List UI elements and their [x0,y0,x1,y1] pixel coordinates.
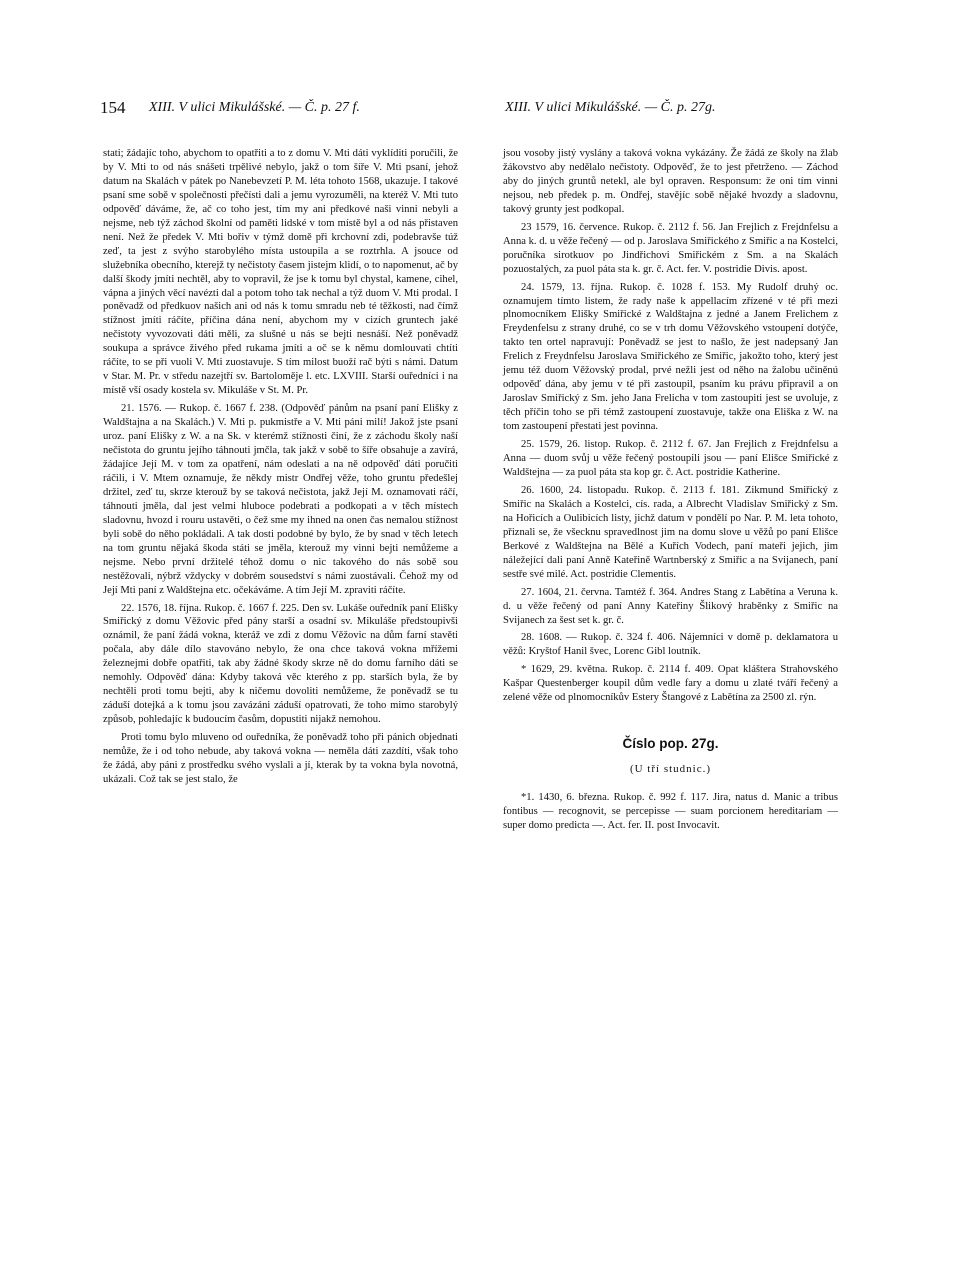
entry-24: 24. 1579, 13. října. Rukop. č. 1028 f. 153. My Rudolf druhý oc. oznamujem tímto listem, že rady naše k appellacím zřízené v té při mezi plnomocníkem Elišky Smiřické z Waldštajna z jedné a Janem Frelichem z Freydenfelsu z strany druhé, co se v trh domu Věžovského vstoupení dotýče, takto ten ortel napravují: Poněvadž se jest to našlo, že jest nadepsaný Jan Frelich z Freydnfelsu Jaroslava Smiřického ze Smiřic, jakožto toho, který jest jemu též duom Věžovský prodal, prvé nežli jest od něho na žalobu učiněnú odpověď dána, aby jemu v té při zastoupil, psaním ku právu připravil a on Jaroslav Smiřický z Sm. jeho Jana Frelicha v tom zastoupiti jest se uvoluje, z těch příčin toho se při témž zastoupení zuostavuje, takže ona Eliška z W. na tom zastoupení přestati jest povinna. [503,281,838,433]
entry-21: 21. 1576. — Rukop. č. 1667 f. 238. (Odpověď pánům na psaní paní Elišky z Waldštajna a na Skalách.) V. Mti p. pukmistře a V. Mti páni milí! Jakož jste psaní uroz. paní Elišky z W. a na Sk. v kterémž stížnosti činí, že z záchodu školy naší nečistota do gruntu jejího táhnouti jmčla, tak jakž v sobě to šíře obsahuje a zavírá, žádajíce Její M. v tom za opatření, nám odeslati a na ně odpověď dáti poručiti ráčili, i V. Mtem oznamuje, že někdy mistr Ondřej věže, toho gruntu předešlej držitel, zeď tu, skrze kterouž by se taková nečistota, jakž Její M. oznamovati ráčí, táhnouti jměla, dal jest velmi hluboce podebrati a podkopati a v těch místech sladovnu, hvozd i rouru ustavěti, o čež sme my ihned na onen čas nemalou stížnost byli sobě do něho pokládali. A tak dosti podobné by bylo, že by snad v těch letech na tom gruntu nějaká škoda státi se jměla, kterouž my vinni bejti nemůžeme a nejsme. Nebo první držitelé téhož domu o nic takového do nás sobě sou nestěžovali, nýbrž vždycky v dobrém sousedství s námi zuostávali. Čehož my od Její Mti paní z Waldštejna etc. očekáváme. A tím Její M. zpraviti ráčíte. [103,403,458,596]
left-column [103,147,458,787]
entry-1: *1. 1430, 6. března. Rukop. č. 992 f. 117. Jira, natus d. Manic a tribus fontibus — recognovit, se percepisse — suam porcionem hereditariam — super domo predicta —. Act. fer. II. post Invocavit. [503,792,838,832]
entry-27: 27. 1604, 21. června. Tamtéž f. 364. Andres Stang z Labětína a Veruna k. d. u věže řečený od paní Anny Kateřiny Šlikový hraběnky z Smiřic na Svijanech za šest set k. gr. č. [503,586,838,626]
entry-25: 25. 1579, 26. listop. Rukop. č. 2112 f. 67. Jan Frejlich z Frejdnfelsu a Anna — duom svůj u věže řečený postoupili jsou — paní Elišce Smiřické z Waldštejna — za puol páta sta kop gr. č. Act. postridie Katherine. [503,439,838,478]
entry-1629: * 1629, 29. května. Rukop. č. 2114 f. 409. Opat kláštera Strahovského Kašpar Questenberger koupil dům vedle fary a domu u zlaté tváří řečený a zelené věže od plnomocníkův Estery Štangové z Labětína za 2500 zl. rýn. [503,664,838,704]
paragraph: Proti tomu bylo mluveno od ouředníka, že poněvadž toho při pánich objednati nemůže, že i od toho nebude, aby taková vokna — neměla dáti zazdíti, však toho že žádá, aby páni z prostředku svého vyslali a jí, kterak by ta vokna byla novotná, ukázali. Což tak se jest stalo, že [103,732,458,785]
running-title-left: XIII. V ulici Mikulášské. — Č. p. 27 f. [149,100,360,115]
entry-23: 23 1579, 16. července. Rukop. č. 2112 f. 56. Jan Frejlich z Frejdnfelsu a Anna k. d. u věže řečený — od p. Jaroslava Smiřického z Smiřic a na Kostelci, poručníka sirotkuov po Jindřichovi Smiřickém z Sm. a na Skalách pozuostalých, za puol páta sta k. gr. č. Act. fer. V. postridie Divis. apost. [503,221,838,275]
running-title-right: XIII. V ulici Mikulášské. — Č. p. 27g. [505,100,716,115]
paragraph: stati; žádajíc toho, abychom to opatřiti a to z domu V. Mti dáti vyklíditi poručili, že by V. Mti to od nás snášeti trpělivé nebylo, jakž o tom šíře V. Mti psaní, jehož datum na Skalách v pátek po Nanebevzetí P. M. léta tohoto 1568, ukazuje. I takové psaní sme sobě v společnosti přečísti dali a jemu vyrozuměli, na kteréž V. Mti tuto odpověď dáváme, že, ač co toho jest, tím my ani předkové naši vinni nebyli a nejsme, neb týž záchod školní od paměti lidské v tom místě byl a od nás přistaven není. Než že předek V. Mti bořiv v týmž domě při krchovní zdi, podebravše túž zeď, ta jest z svýho starobylého místa ustoupila a se roztrhla. A jsouce od služebníka obecního, kterejž ty nečistoty časem jistejm klidí, o to napomenut, ač by další škody jmíti nechtěl, aby to vopravil, že jse k tomu byl chystal, kamene, cihel, vápna a jiných věcí navézti dal a potom toho tak nechal a týž duom V. Mti prodal. I poněvadž od předkuov našich ani od nás k tomu smradu neb té těžkosti, nad čímž stížnost jmíti ráčíte, příčina dána není, abychom my v cizích gruntech jaké nečistoty vyvozovati dáti měli, za slušné u nás se bejti nesnáší. Než poněvadž soukupa a správce živého před rukama jmíti a oč se k němu domlouvati chtíti ráčíte, to se při vuoli V. Mti zuostavuje. S tím milost buoží rač býti s námi. Datum v Star. M. Pr. v středu nazejtří sv. Bartoloměje l. etc. LXVIII. Starší ouředníci i na místě vší osady kostela sv. Mikuláše v St. M. Pr. [103,148,458,397]
entry-22: 22. 1576, 18. října. Rukop. č. 1667 f. 225. Den sv. Lukáše ouředník paní Elišky Smiřický z domu Věžovic před pány starší a osadní sv. Mikuláše předstoupivši oznámil, že paní žádá vokna, kteráž ve zdi z domu Věžovic na dům farní stavěti počala, aby dále dílo stavováno nebylo, že ona chce taková vokna mřížemi železnejmi dobře opatřiti, tak aby žádné škody skrze ně do domu farního dáti se nemohly. Odpověď dána: Kdyby taková věc kterého z pp. starších byla, že by nechtěli proti tomu bejti, aby k ničemu dovoliti nemůžeme, že poněvadž se tu záduší dotejká a k tomu jsou zavázáni záduší opatrovati, že toho mimo starobylý způsob, pohledajíc k budoucím časům, dopustiti nijakž nemohou. [103,602,458,726]
entry-28: 28. 1608. — Rukop. č. 324 f. 406. Nájemníci v domě p. deklamatora u věžů: Kryštof Hanil švec, Lorenc Gibl loutník. [503,632,838,658]
page-header [100,98,825,120]
section-title: Číslo pop. 27g. [622,736,719,752]
right-column [503,147,838,833]
section-subtitle: (U tří studnic.) [629,763,712,776]
paragraph: jsou vosoby jistý vyslány a taková vokna vykázány. Že žádá ze školy na žlab žákovstvo aby nedělalo nečistoty. Odpověď, že to jest přetrženo. — Záchod aby do jiných gruntů netekl, ale byl opraven. Responsum: že oni tím vinni nejsou, neb předek p. m. Ondřej, stavějíc sobě nějaké hvozdy a sladovnu, takový grunty jest podkopal. [503,148,838,215]
entry-26: 26. 1600, 24. listopadu. Rukop. č. 2113 f. 181. Zikmund Smiřický z Smiřic na Skalách a Kostelci, cís. rada, a Albrecht Vladislav Smiřický z Sm. na Hořicích a Oulibicích listy, jichž datum v pondělí po Nar. P. M. leta tohoto, přiznali se, že všecknu spravedlnost jim na domu slove u věžů po paní Elišce Berkové z Waldštejna na Bělé a Kuřích Vodech, paní mateři jejich, jim náležející dali paní Anně Kateřině Wartnberský z Smiřic a na Svijanech, paní sestře své milé. Act. postridie Clementis. [503,484,838,580]
page-number: 154 [100,98,126,117]
